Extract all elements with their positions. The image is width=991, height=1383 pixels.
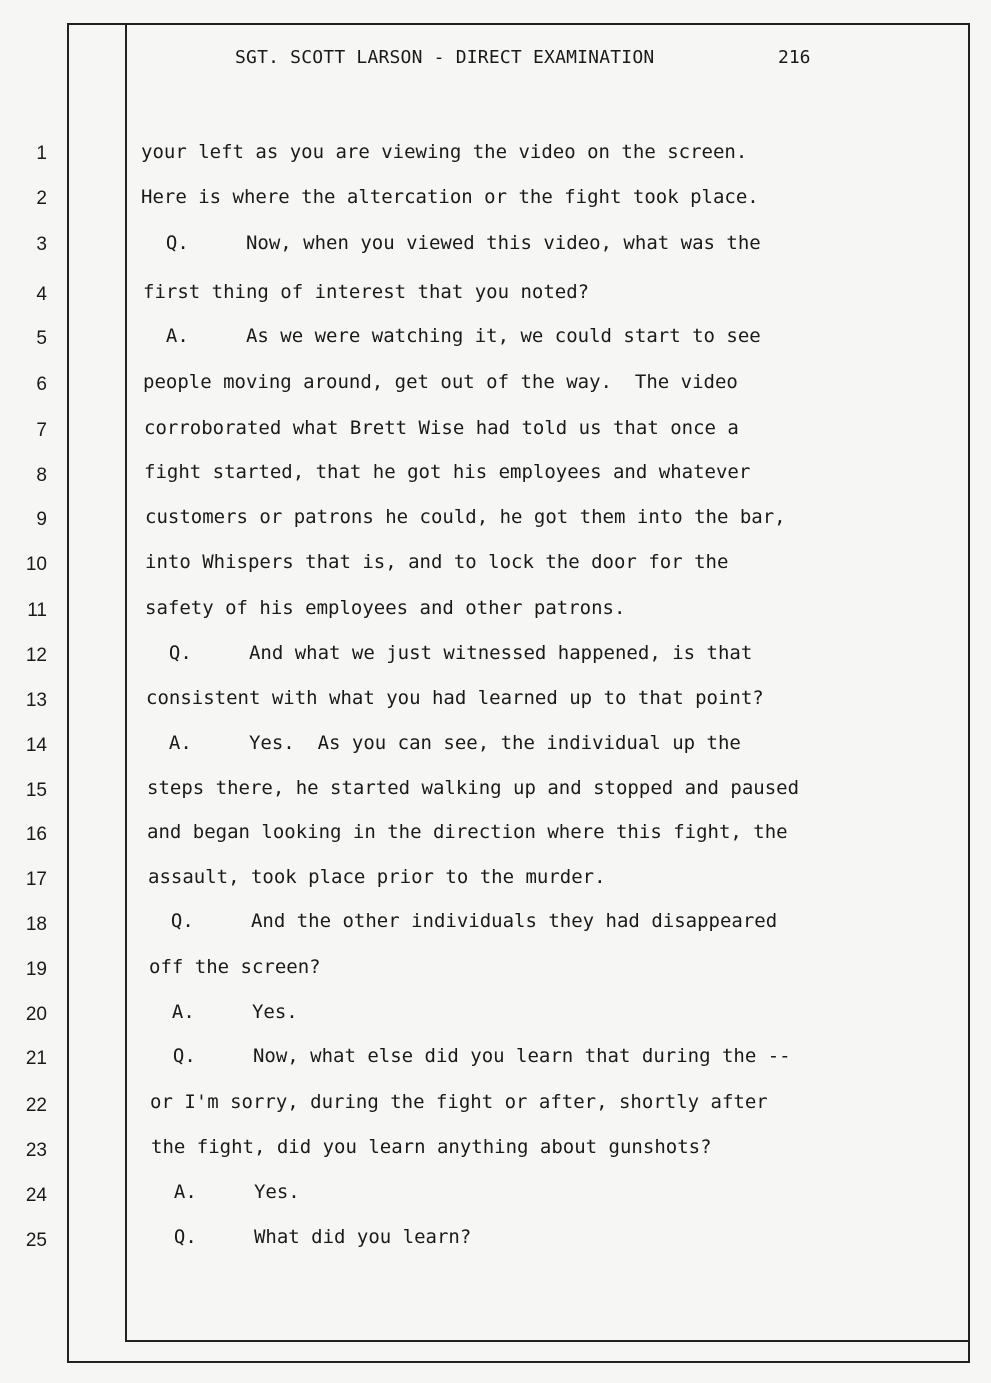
- line-number: 7: [36, 420, 47, 441]
- line-text: Q. Now, when you viewed this video, what was the: [143, 232, 761, 254]
- line-number: 10: [25, 554, 47, 575]
- line-text: Q. And what we just witnessed happened, is that: [146, 642, 753, 664]
- line-text: A. Yes. As you can see, the individual up the: [146, 732, 741, 754]
- line-number: 21: [25, 1048, 47, 1069]
- line-number: 5: [36, 328, 47, 349]
- line-number: 9: [36, 509, 47, 530]
- line-text: and began looking in the direction where this fight, the: [147, 821, 788, 843]
- line-number: 19: [25, 959, 47, 980]
- bottom-rule: [125, 1340, 970, 1342]
- line-number: 6: [36, 374, 47, 395]
- line-text: Here is where the altercation or the fight took place.: [141, 186, 759, 208]
- line-number: 4: [36, 284, 47, 305]
- line-number: 11: [27, 600, 47, 621]
- line-number: 3: [36, 234, 47, 255]
- line-text: into Whispers that is, and to lock the door for the: [145, 551, 729, 573]
- line-number: 8: [36, 465, 47, 486]
- line-text: the fight, did you learn anything about gunshots?: [151, 1136, 712, 1158]
- line-text: people moving around, get out of the way. The video: [143, 371, 738, 393]
- line-number: 13: [25, 690, 47, 711]
- line-number: 23: [25, 1140, 47, 1161]
- line-number: 1: [36, 143, 47, 164]
- line-number: 22: [25, 1095, 47, 1116]
- line-text: off the screen?: [149, 956, 321, 978]
- line-number: 2: [36, 188, 47, 209]
- line-text: customers or patrons he could, he got them into the bar,: [145, 506, 786, 528]
- page-header-title: SGT. SCOTT LARSON - DIRECT EXAMINATION: [235, 47, 655, 68]
- line-text: your left as you are viewing the video on the screen.: [141, 141, 748, 163]
- line-text: steps there, he started walking up and stopped and paused: [147, 777, 800, 799]
- line-text: consistent with what you had learned up to that point?: [146, 687, 764, 709]
- line-text: corroborated what Brett Wise had told us that once a: [144, 417, 739, 439]
- page-number: 216: [778, 47, 811, 68]
- line-text: A. Yes.: [151, 1181, 300, 1203]
- line-number: 25: [25, 1230, 47, 1251]
- line-number: 20: [25, 1004, 47, 1025]
- line-number-margin-rule: [125, 23, 127, 1340]
- line-text: A. Yes.: [149, 1001, 298, 1023]
- line-text: assault, took place prior to the murder.: [148, 866, 606, 888]
- line-text: Q. Now, what else did you learn that during the --: [150, 1045, 791, 1067]
- line-number: 12: [25, 645, 47, 666]
- line-text: or I'm sorry, during the fight or after, shortly after: [150, 1091, 768, 1113]
- line-number: 16: [25, 824, 47, 845]
- line-text: safety of his employees and other patrons.: [145, 597, 626, 619]
- line-number: 14: [25, 735, 47, 756]
- line-number: 24: [25, 1185, 47, 1206]
- line-text: A. As we were watching it, we could start to see: [143, 325, 761, 347]
- line-text: first thing of interest that you noted?: [143, 281, 590, 303]
- line-number: 17: [25, 869, 47, 890]
- line-text: Q. And the other individuals they had disappeared: [148, 910, 778, 932]
- line-text: Q. What did you learn?: [151, 1226, 472, 1248]
- line-number: 18: [25, 914, 47, 935]
- line-number: 15: [25, 780, 47, 801]
- line-text: fight started, that he got his employees and whatever: [144, 461, 751, 483]
